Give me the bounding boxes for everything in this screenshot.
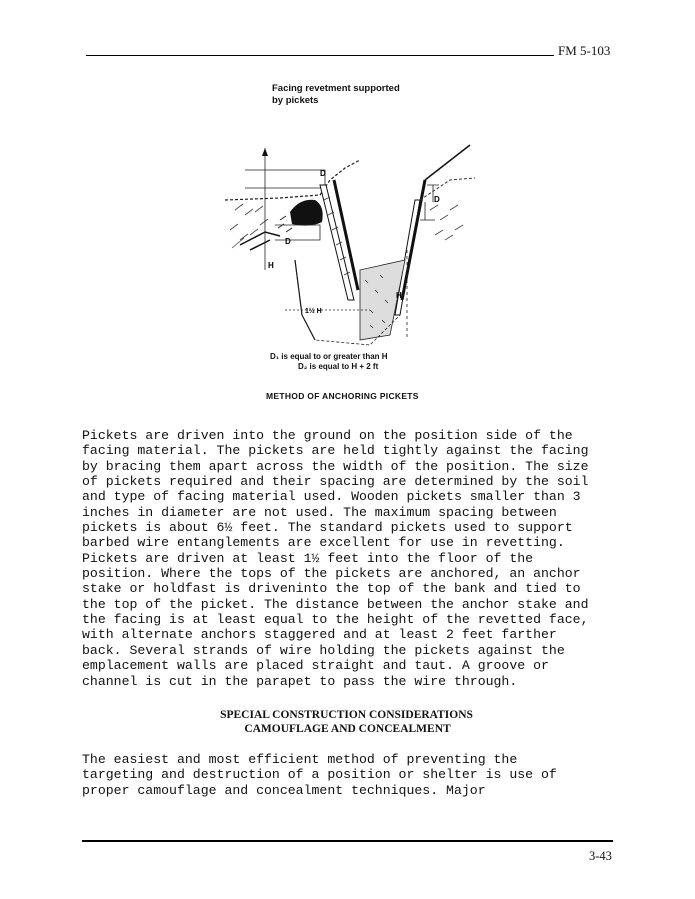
- left-soil-hatching: [230, 204, 268, 248]
- left-ground-surface: [225, 160, 360, 200]
- label-h-left: H: [268, 261, 274, 270]
- body-paragraph-camouflage: The easiest and most efficient method of preventing the targeting and destruction of a position or shelter is use of proper camouflage and concealment techniques. Major: [82, 752, 557, 798]
- branch-left: [240, 232, 280, 250]
- depth-guide-box: [245, 170, 325, 188]
- figure-note-d1: D₁ is equal to or greater than H: [270, 352, 388, 361]
- label-d1: D: [434, 195, 440, 204]
- footer-rule: [82, 840, 613, 842]
- left-trench-wall: [295, 260, 315, 340]
- anchor-wire: [425, 145, 470, 180]
- page-number: 3-43: [589, 849, 612, 863]
- d2-bracket: [420, 202, 435, 220]
- label-d2: D: [285, 237, 291, 246]
- section-heading-camouflage: CAMOUFLAGE AND CONCEALMENT: [244, 723, 451, 735]
- figure-note-d2: D₂ is equal to H + 2 ft: [298, 362, 379, 371]
- label-one-half-h: 1½ H: [305, 308, 322, 315]
- guide-arrow-top: [262, 148, 268, 156]
- right-picket: [402, 180, 425, 300]
- figure-title: METHOD OF ANCHORING PICKETS: [266, 391, 419, 401]
- label-h-right: H: [396, 291, 402, 300]
- d-guide-box: [275, 225, 320, 240]
- manual-reference: FM 5-103: [558, 43, 611, 58]
- figure-caption-line-2: by pickets: [272, 95, 319, 106]
- spoil-texture: [278, 216, 292, 232]
- body-paragraph-pickets: Pickets are driven into the ground on the position side of the facing material. The pickets are held tightly against the facing by bracing them apart across the width of the position. The size of pickets required and their spacing are determined by the soil and type of facing material used. Wooden pickets smaller than 3 inches in diameter are not used. The maximum spacing between pickets is about 6½ feet. The standard pickets used to support barbed wire entanglements are excellent for use in revetting. Pickets are driven at least 1½ feet into the floor of the position. Where the tops of the pickets are anchored, an anchor stake or holdfast is driveninto the top of the bank and tied to the top of the picket. The distance between the anchor stake and the facing is at least equal to the height of the revetted face, with alternate anchors staggered and at least 2 feet farther back. Several strands of wire holding the pickets against the emplacement walls are placed straight and taut. A groove or channel is cut in the parapet to pass the wire through.: [82, 428, 589, 689]
- figure-caption-line-1: Facing revetment supported: [272, 83, 400, 94]
- header-rule: [86, 55, 554, 56]
- figure-caption-top: [272, 83, 400, 107]
- section-heading-special-construction: SPECIAL CONSTRUCTION CONSIDERATIONS: [220, 709, 473, 721]
- label-d: D: [320, 169, 326, 178]
- spoil-mound: [290, 200, 323, 226]
- right-ground: [420, 178, 475, 200]
- right-soil-hatching: [430, 205, 463, 240]
- picket-anchoring-diagram: [220, 140, 480, 375]
